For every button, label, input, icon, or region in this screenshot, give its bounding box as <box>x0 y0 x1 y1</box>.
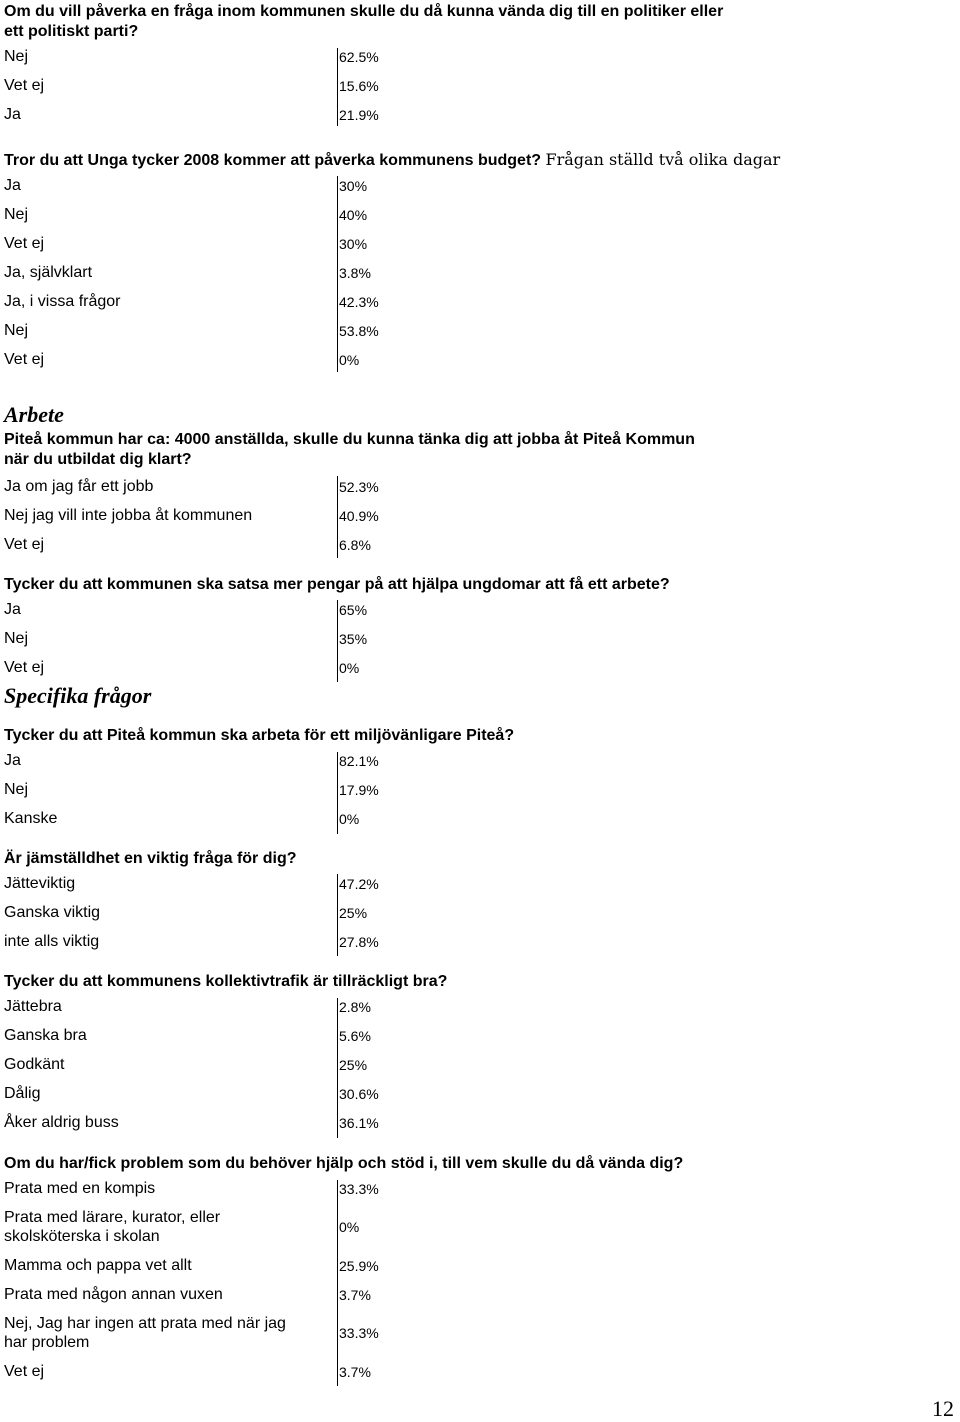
question-5: Tycker du att Piteå kommun ska arbeta för ett miljövänligare Piteå? <box>4 727 515 744</box>
answer-label: Ja, i vissa frågor <box>4 293 121 310</box>
answer-value: 0% <box>339 660 360 676</box>
answer-value: 47.2% <box>339 876 379 892</box>
question-text: Tror du att Unga tycker 2008 kommer att påverka kommunens budget? <box>4 152 542 169</box>
answer-label: Vet ej <box>4 659 45 676</box>
answer-value: 52.3% <box>339 479 379 495</box>
question-6: Är jämställdhet en viktig fråga för dig? <box>4 850 297 867</box>
question-2 <box>4 150 780 171</box>
answer-label: Ja <box>4 752 21 769</box>
answer-label: Ja om jag får ett jobb <box>4 478 154 495</box>
answer-value: 30% <box>339 178 368 194</box>
section-heading-specifika: Specifika frågor <box>4 683 152 708</box>
answer-value: 36.1% <box>339 1115 379 1131</box>
question-7: Tycker du att kommunens kollektivtrafik är tillräckligt bra? <box>4 973 448 990</box>
answer-label: Vet ej <box>4 536 45 553</box>
answer-value: 35% <box>339 631 368 647</box>
answer-label: Prata med en kompis <box>4 1180 156 1197</box>
answer-label: Mamma och pappa vet allt <box>4 1257 192 1274</box>
answer-value: 17.9% <box>339 782 379 798</box>
answer-label: Kanske <box>4 810 58 827</box>
answer-value: 0% <box>339 1219 360 1235</box>
answer-value: 2.8% <box>339 999 371 1015</box>
question-3: Piteå kommun har ca: 4000 anställda, skulle du kunna tänka dig att jobba åt Piteå Kommun när du utbildat dig klart? <box>4 431 695 468</box>
answer-label: Godkänt <box>4 1056 65 1073</box>
page-number: 12 <box>932 1396 954 1421</box>
answer-value: 82.1% <box>339 753 379 769</box>
answer-divider <box>337 998 338 1138</box>
answer-value: 3.8% <box>339 265 371 281</box>
answer-label: Dålig <box>4 1085 41 1102</box>
answer-label: Nej, Jag har ingen att prata med när jag har problem <box>4 1315 286 1351</box>
answer-value: 3.7% <box>339 1287 371 1303</box>
answer-label: Ja <box>4 177 21 194</box>
answer-divider <box>337 48 338 126</box>
answer-divider <box>337 176 338 372</box>
answer-value: 25.9% <box>339 1258 379 1274</box>
answer-divider <box>337 874 338 956</box>
answer-label: Jättebra <box>4 998 62 1015</box>
answer-value: 53.8% <box>339 323 379 339</box>
answer-value: 33.3% <box>339 1325 379 1341</box>
answer-label: Vet ej <box>4 77 45 94</box>
answer-value: 25% <box>339 905 368 921</box>
answer-label: Jätteviktig <box>4 875 76 892</box>
question-note: Frågan ställd två olika dagar <box>545 150 781 169</box>
answer-label: Nej jag vill inte jobba åt kommunen <box>4 507 253 524</box>
answer-value: 15.6% <box>339 78 379 94</box>
answer-label: Åker aldrig buss <box>4 1114 119 1131</box>
answer-label: Nej <box>4 322 29 339</box>
answer-value: 3.7% <box>339 1364 371 1380</box>
answer-divider <box>337 1180 338 1386</box>
answer-label: Prata med någon annan vuxen <box>4 1286 223 1303</box>
question-1: Om du vill påverka en fråga inom kommunen skulle du då kunna vända dig till en politiker eller ett politiskt parti? <box>4 3 724 40</box>
answer-label: Vet ej <box>4 235 45 252</box>
answer-label: Nej <box>4 781 29 798</box>
answer-label: Ganska bra <box>4 1027 87 1044</box>
answer-value: 6.8% <box>339 537 371 553</box>
answer-value: 30.6% <box>339 1086 379 1102</box>
answer-label: Nej <box>4 630 29 647</box>
answer-divider <box>337 752 338 834</box>
answer-value: 25% <box>339 1057 368 1073</box>
answer-value: 33.3% <box>339 1181 379 1197</box>
answer-label: Ja <box>4 601 21 618</box>
answer-value: 0% <box>339 352 360 368</box>
answer-label: Ja, självklart <box>4 264 93 281</box>
answer-value: 5.6% <box>339 1028 371 1044</box>
answer-value: 30% <box>339 236 368 252</box>
answer-value: 21.9% <box>339 107 379 123</box>
answer-value: 40.9% <box>339 508 379 524</box>
answer-label: Prata med lärare, kurator, eller skolsköterska i skolan <box>4 1209 221 1245</box>
answer-label: Ganska viktig <box>4 904 101 921</box>
answer-value: 0% <box>339 811 360 827</box>
answer-label: Vet ej <box>4 351 45 368</box>
answer-label: Vet ej <box>4 1363 45 1380</box>
answer-label: Nej <box>4 48 29 65</box>
question-4: Tycker du att kommunen ska satsa mer pengar på att hjälpa ungdomar att få ett arbete? <box>4 576 670 593</box>
answer-value: 40% <box>339 207 368 223</box>
answer-value: 27.8% <box>339 934 379 950</box>
answer-label: inte alls viktig <box>4 933 100 950</box>
answer-divider <box>337 476 338 558</box>
answer-label: Ja <box>4 106 21 123</box>
answer-value: 42.3% <box>339 294 379 310</box>
question-8: Om du har/fick problem som du behöver hjälp och stöd i, till vem skulle du då vända dig? <box>4 1155 684 1172</box>
answer-value: 62.5% <box>339 49 379 65</box>
answer-divider <box>337 600 338 682</box>
answer-label: Nej <box>4 206 29 223</box>
section-heading-arbete: Arbete <box>4 402 64 427</box>
answer-value: 65% <box>339 602 368 618</box>
